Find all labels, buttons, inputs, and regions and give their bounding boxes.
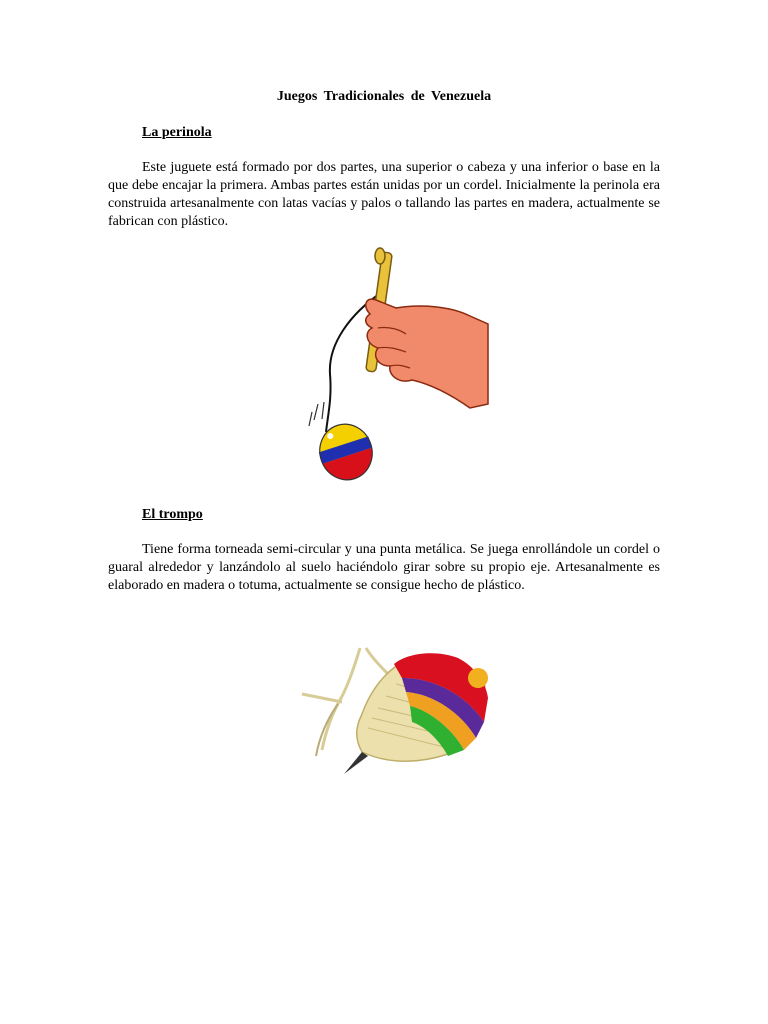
section-paragraph-perinola: Este juguete está formado por dos partes, una superior o cabeza y una inferior o base en la que debe encajar la primera. Ambas partes están unidas por un cordel. Inicialmente la perinola era construida artesanalmente con latas vacías y palos o tallando las partes en madera, actualmente se fabrican con plástico. bbox=[108, 160, 660, 229]
section-paragraph-trompo: Tiene forma torneada semi-circular y una punta metálica. Se juega enrollándole un cordel o guaral alrededor y lanzándolo al suelo haciéndolo girar sobre su propio eje. Artesanalmente es elaborado en madera o totuma, actualmente se consigue hecho de plástico. bbox=[108, 542, 660, 593]
perinola-base-flag bbox=[313, 417, 380, 486]
perinola-illustration bbox=[300, 244, 500, 492]
document-title: Juegos Tradicionales de Venezuela bbox=[276, 89, 492, 104]
section-heading-trompo: El trompo bbox=[142, 507, 203, 522]
section-heading-perinola: La perinola bbox=[142, 125, 212, 140]
motion-lines bbox=[309, 402, 324, 426]
trompo-metal-tip bbox=[344, 752, 368, 774]
trompo-illustration bbox=[298, 638, 498, 780]
hand-shape bbox=[366, 299, 488, 408]
trompo-knob bbox=[468, 668, 488, 688]
